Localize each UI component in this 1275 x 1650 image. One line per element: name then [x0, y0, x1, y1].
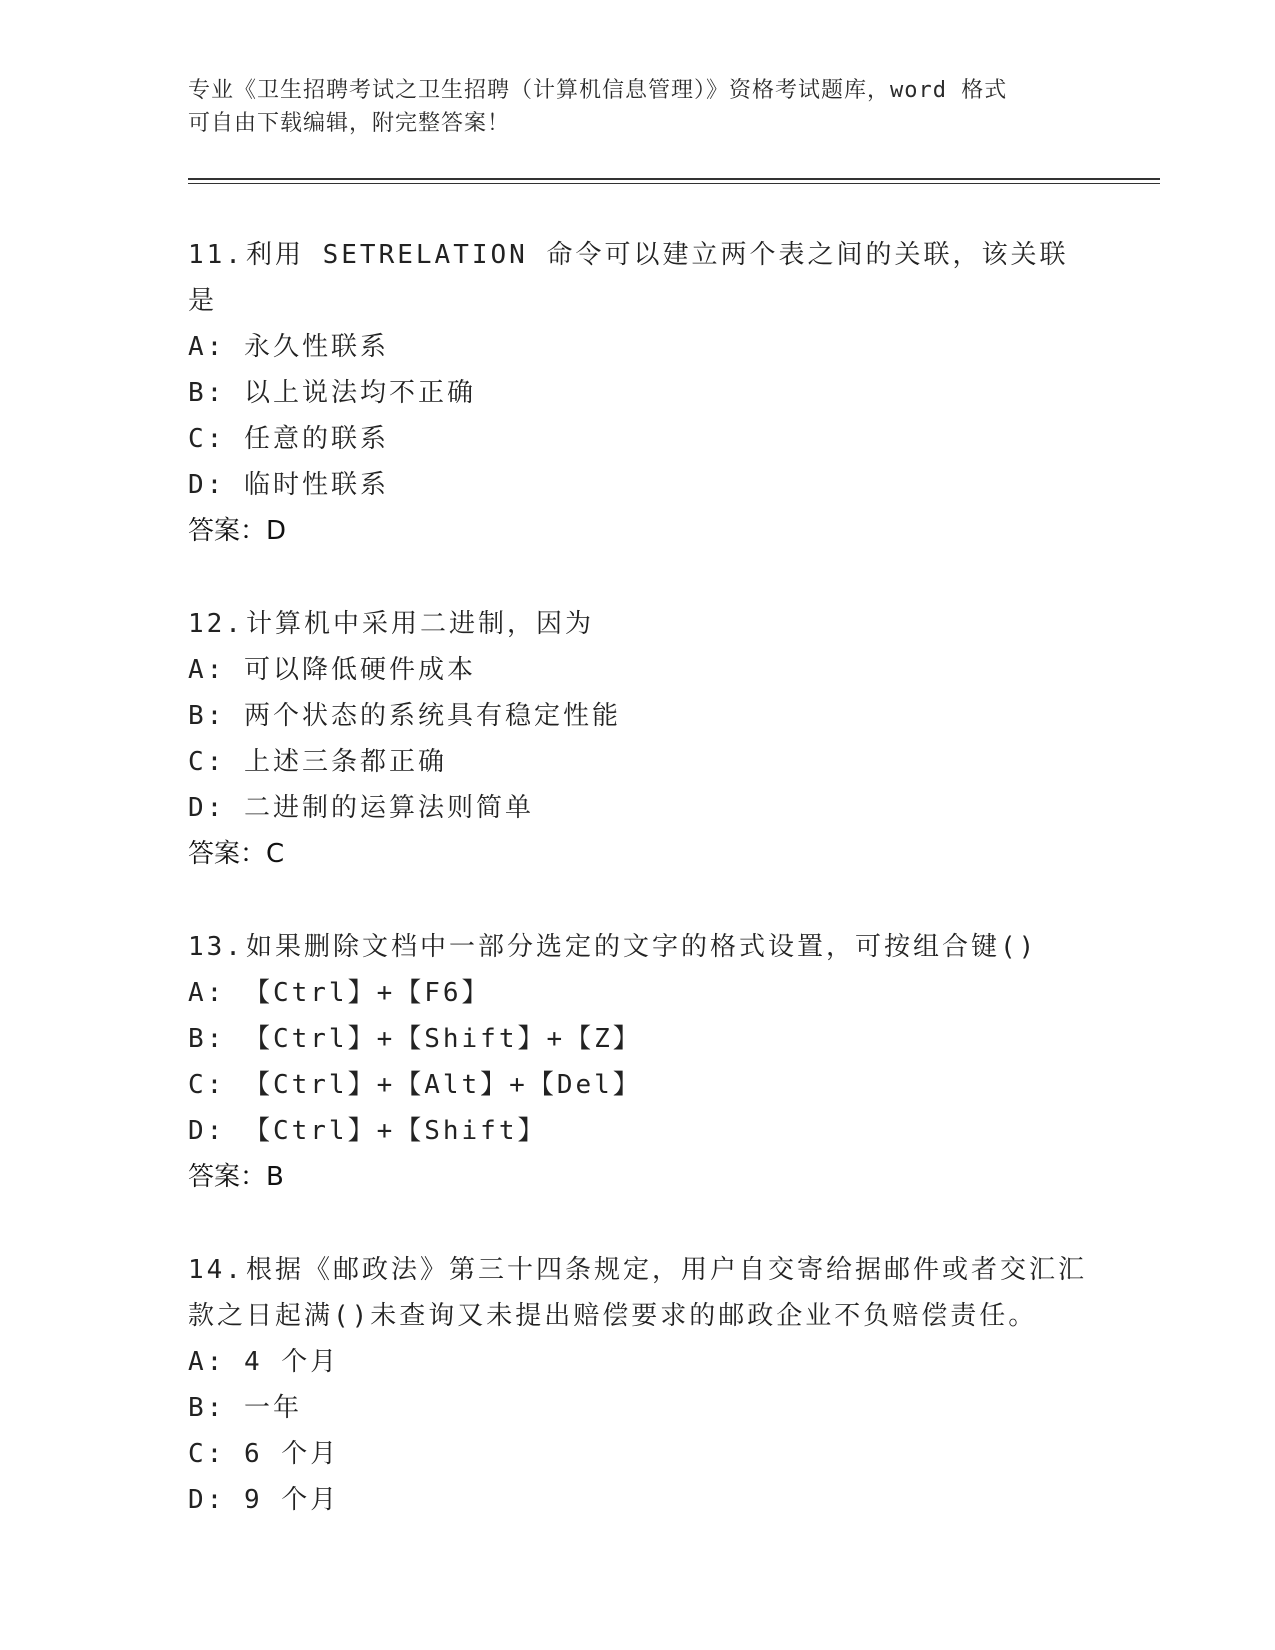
question-list: [188, 232, 1088, 1570]
option-c: C: 上述三条都正确: [188, 747, 447, 777]
option-b: B: 【Ctrl】+【Shift】+【Z】: [188, 1024, 642, 1054]
option-c: C: 任意的联系: [188, 424, 389, 454]
header-divider-thick: [188, 178, 1160, 180]
header-line-2: 可自由下载编辑，附完整答案！: [188, 111, 511, 136]
question-stem: [188, 601, 1088, 647]
option-d: D: 临时性联系: [188, 470, 389, 500]
question-text: 如果删除文档中一部分选定的文字的格式设置，可按组合键(): [245, 932, 1038, 962]
question-14: [188, 1247, 1088, 1523]
option-c: C: 6 个月: [188, 1439, 340, 1469]
question-number: 13.: [188, 932, 244, 962]
question-stem: [188, 232, 1088, 324]
answer-line: 答案：C: [188, 839, 285, 869]
option-d: D: 【Ctrl】+【Shift】: [188, 1116, 547, 1146]
option-a: A: 可以降低硬件成本: [188, 655, 476, 685]
option-b: B: 两个状态的系统具有稳定性能: [188, 701, 621, 731]
question-11: [188, 232, 1088, 554]
option-d: D: 二进制的运算法则简单: [188, 793, 534, 823]
option-a: A: 永久性联系: [188, 332, 389, 362]
question-12: [188, 601, 1088, 877]
option-a: A: 【Ctrl】+【F6】: [188, 978, 491, 1008]
option-a: A: 4 个月: [188, 1347, 340, 1377]
question-number: 12.: [188, 609, 244, 639]
option-c: C: 【Ctrl】+【Alt】+【Del】: [188, 1070, 642, 1100]
question-number: 11.: [188, 240, 244, 270]
question-text: 计算机中采用二进制，因为: [245, 609, 594, 639]
question-13: [188, 924, 1088, 1200]
header-divider-thin: [188, 183, 1160, 184]
option-b: B: 以上说法均不正确: [188, 378, 476, 408]
header-line-1: 专业《卫生招聘考试之卫生招聘（计算机信息管理）》资格考试题库，word 格式: [188, 78, 1008, 103]
answer-line: 答案：D: [188, 516, 287, 546]
option-d: D: 9 个月: [188, 1485, 340, 1515]
answer-line: 答案：B: [188, 1162, 284, 1192]
document-header: [188, 74, 1068, 140]
question-text: 利用 SETRELATION 命令可以建立两个表之间的关联，该关联是: [188, 240, 1069, 316]
question-number: 14.: [188, 1255, 244, 1285]
question-stem: [188, 1247, 1088, 1339]
question-text: 根据《邮政法》第三十四条规定，用户自交寄给据邮件或者交汇汇款之日起满()未查询又未提出赔偿要求的邮政企业不负赔偿责任。: [188, 1255, 1087, 1331]
option-b: B: 一年: [188, 1393, 302, 1423]
question-stem: [188, 924, 1088, 970]
